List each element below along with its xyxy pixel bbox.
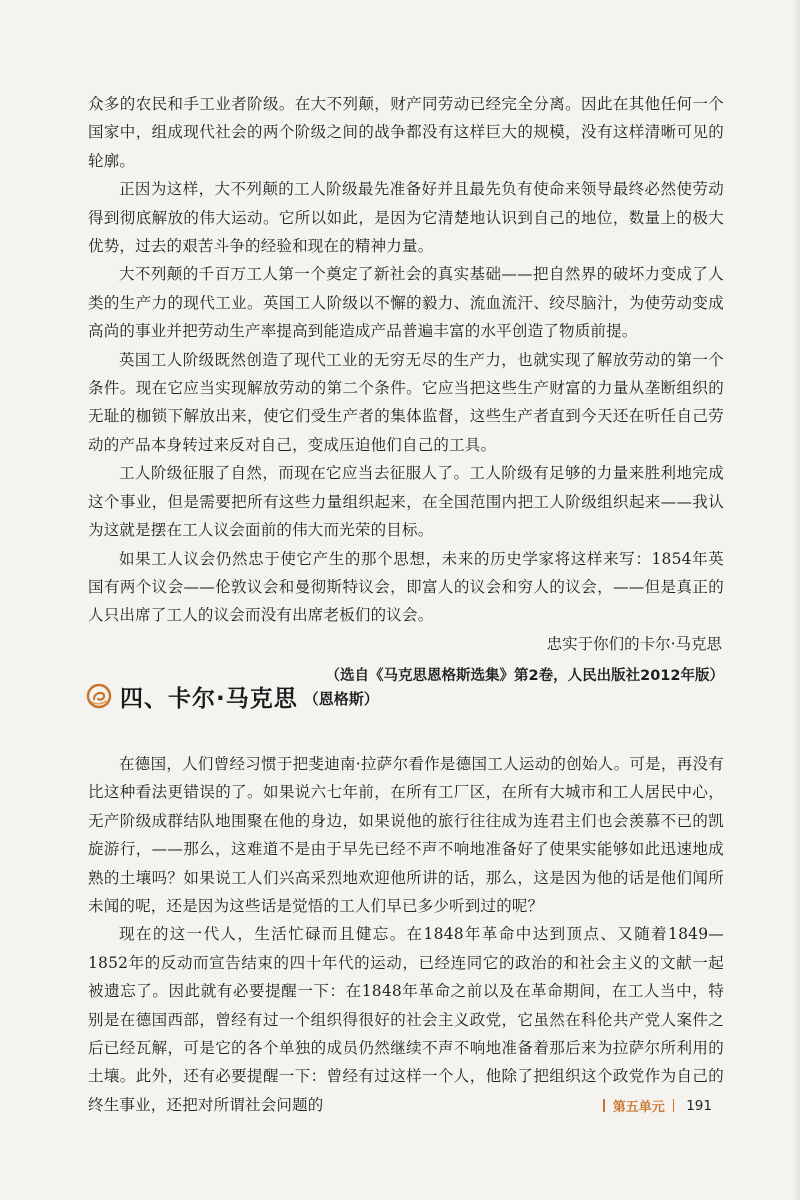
article-body [88,750,724,1119]
paragraph-7: 在德国，人们曾经习惯于把斐迪南·拉萨尔看作是德国工人运动的创始人。可是，再没有比这种看法更错误的了。如果说六七年前，在所有工厂区，在所有大城市和工人居民中心，无产阶级成群结队地围聚在他的身边，如果说他的旅行往往成为连君主们也会羡慕不已的凯旋游行，——那么，这难道不是由于早先已经不声不响地准备好了使果实能够如此迅速地成熟的土壤吗？如果说工人们兴高采烈地欢迎他所讲的话，那么，这是因为他的话是他们闻所未闻的呢，还是因为这些话是觉悟的工人们早已多少听到过的呢？ [88,755,724,916]
footer-divider-right [673,1099,675,1112]
section-subtitle: （恩格斯） [303,689,379,708]
section-title: 四、卡尔·马克思 [120,685,298,712]
paragraph-1: 众多的农民和手工业者阶级。在大不列颠，财产同劳动已经完全分离。因此在其他任何一个国家中，组成现代社会的两个阶级之间的战争都没有这样巨大的规模，没有这样清晰可见的轮廓。 [88,95,724,170]
paragraph-2: 正因为这样，大不列颠的工人阶级最先准备好并且最先负有使命来领导最终必然使劳动得到彻底解放的伟大运动。它所以如此，是因为它清楚地认识到自己的地位，数量上的极大优势，过去的艰苦斗争的经验和现在的精神力量。 [88,180,724,256]
section-heading [86,676,726,716]
page-edge-shadow [792,0,800,1200]
paragraph-4: 英国工人阶级既然创造了现代工业的无穷无尽的生产力，也就实现了解放劳动的第一个条件。现在它应当实现解放劳动的第二个条件。它应当把这些生产财富的力量从垄断组织的无耻的枷锁下解放出来，使它们受生产者的集体监督，这些生产者直到今天还在听任自己劳动的产品本身转过来反对自己，变成压迫他们自己的工具。 [88,350,724,454]
letter-body [88,90,724,690]
paragraph-8: 现在的这一代人，生活忙碌而且健忘。在1848年革命中达到顶点、又随着1849—1852年的反动而宣告结束的四十年代的运动，已经连同它的政治的和社会主义的文献一起被遗忘了。因此就有必要提醒一下：在1848年革命之前以及在革命期间，在工人当中，特别是在德国西部，曾经有过一个组织得很好的社会主义政党，它虽然在科伦共产党人案件之后已经瓦解，可是它的各个单独的成员仍然继续不声不响地准备着那后来为拉萨尔所利用的土壤。此外，还有必要提醒一下：曾经有过这样一个人，他除了把组织这个政党作为自己的终生事业，还把对所谓社会问题的 [88,925,724,1114]
paragraph-6: 如果工人议会仍然忠于使它产生的那个思想，未来的历史学家将这样来写：1854年英国有两个议会——伦敦议会和曼彻斯特议会，即富人的议会和穷人的议会，——但是真正的人只出席了工人的议会而没有出席老板们的议会。 [88,549,724,625]
page-footer [595,1096,712,1115]
footer-divider-left [603,1099,605,1112]
paragraph-3: 大不列颠的千百万工人第一个奠定了新社会的真实基础——把自然界的破坏力变成了人类的生产力的现代工业。英国工人阶级以不懈的毅力、流血流汗、绞尽脑汁，为使劳动变成高尚的事业并把劳动生产率提高到能造成产品普遍丰富的水平创造了物质前提。 [88,265,724,341]
unit-label: 第五单元 [612,1100,665,1115]
page-number: 191 [686,1097,712,1114]
source-citation: （选自《马克思恩格斯选集》第2卷，人民出版社2012年版） [325,668,724,685]
swirl-icon [86,683,112,709]
signature: 忠实于你们的卡尔·马克思 [546,634,722,653]
paragraph-5: 工人阶级征服了自然，而现在它应当去征服人了。工人阶级有足够的力量来胜利地完成这个事业，但是需要把所有这些力量组织起来，在全国范围内把工人阶级组织起来——我认为这就是摆在工人议会面前的伟大而光荣的目标。 [88,464,724,540]
